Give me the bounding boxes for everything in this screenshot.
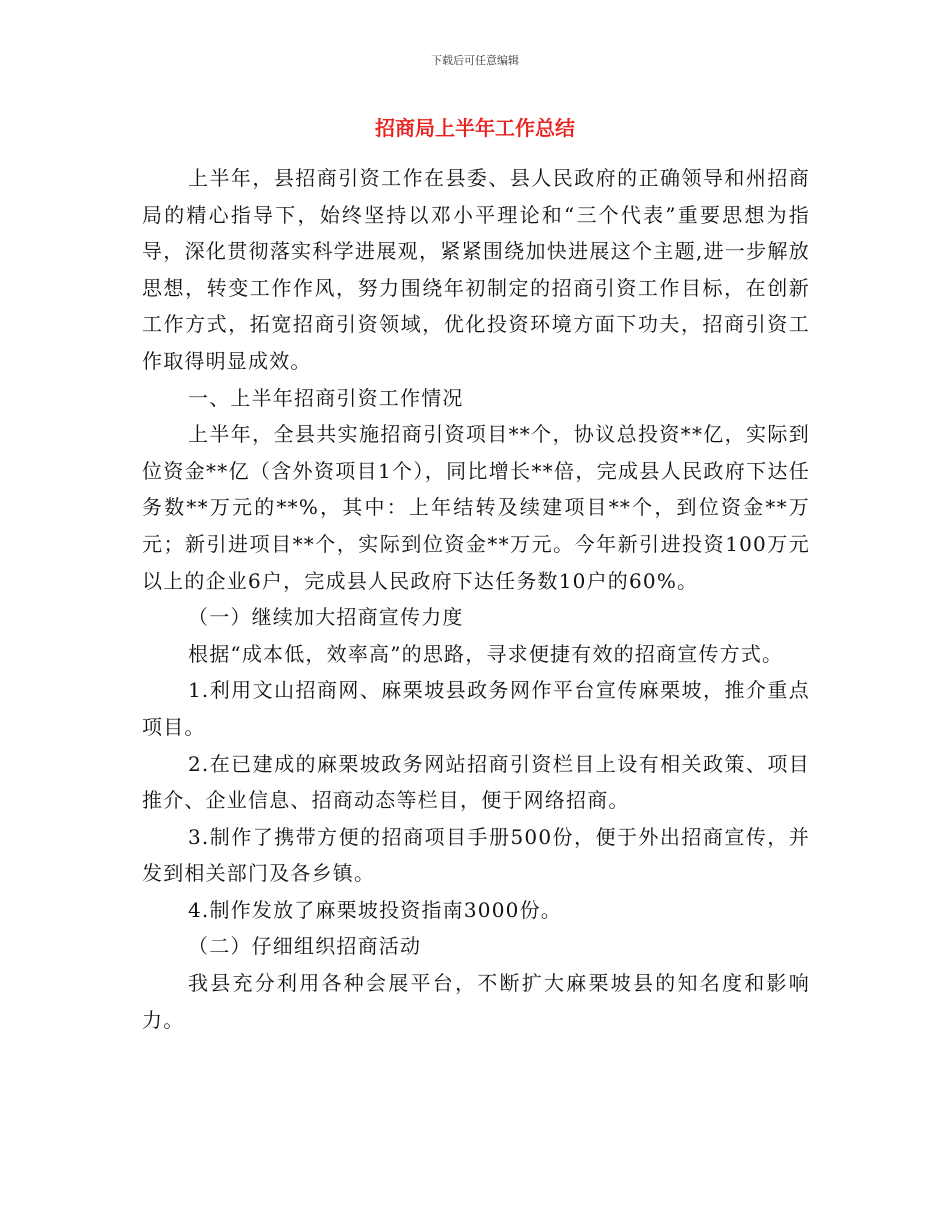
subsection-heading-1: （一）继续加大招商宣传力度 (188, 605, 464, 630)
list-item-1: 1.利用文山招商网、麻栗坡县政务网作平台宣传麻栗坡，推介重点项目。 (142, 678, 810, 739)
paragraph-statistics: 上半年，全县共实施招商引资项目**个，协议总投资**亿，实际到位资金**亿（含外资项目1个），同比增长**倍，完成县人民政府下达任务数**万元的**%，其中：上年结转及续建项目**个，到位资金**万元；新引进项目**个，实际到位资金**万元。今年新引进投资100万元以上的企业6户，完成县人民政府下达任务数10户的60%。 (142, 422, 810, 593)
section-heading-1: 一、上半年招商引资工作情况 (188, 385, 464, 410)
paragraph-approach: 根据“成本低，效率高”的思路，寻求便捷有效的招商宣传方式。 (188, 641, 784, 666)
list-item-4: 4.制作发放了麻栗坡投资指南3000份。 (188, 897, 562, 922)
subsection-heading-2: （二）仔细组织招商活动 (188, 934, 422, 959)
list-item-3: 3.制作了携带方便的招商项目手册500份，便于外出招商宣传，并发到相关部门及各乡镇。 (142, 824, 810, 886)
document-title: 招商局上半年工作总结 (375, 116, 575, 140)
paragraph-events: 我县充分利用各种会展平台，不断扩大麻栗坡县的知名度和影响力。 (142, 971, 810, 1032)
document-body (142, 160, 810, 1038)
page-header-note: 下载后可任意编辑 (431, 54, 519, 67)
list-item-2: 2.在已建成的麻栗坡政务网站招商引资栏目上设有相关政策、项目推介、企业信息、招商动态等栏目，便于网络招商。 (142, 751, 810, 813)
paragraph-intro: 上半年，县招商引资工作在县委、县人民政府的正确领导和州招商局的精心指导下，始终坚持以邓小平理论和“三个代表”重要思想为指导，深化贯彻落实科学进展观，紧紧围绕加快进展这个主题,进一步解放思想，转变工作作风，努力围绕年初制定的招商引资工作目标，在创新工作方式，拓宽招商引资领域，优化投资环境方面下功夫，招商引资工作取得明显成效。 (142, 166, 810, 373)
